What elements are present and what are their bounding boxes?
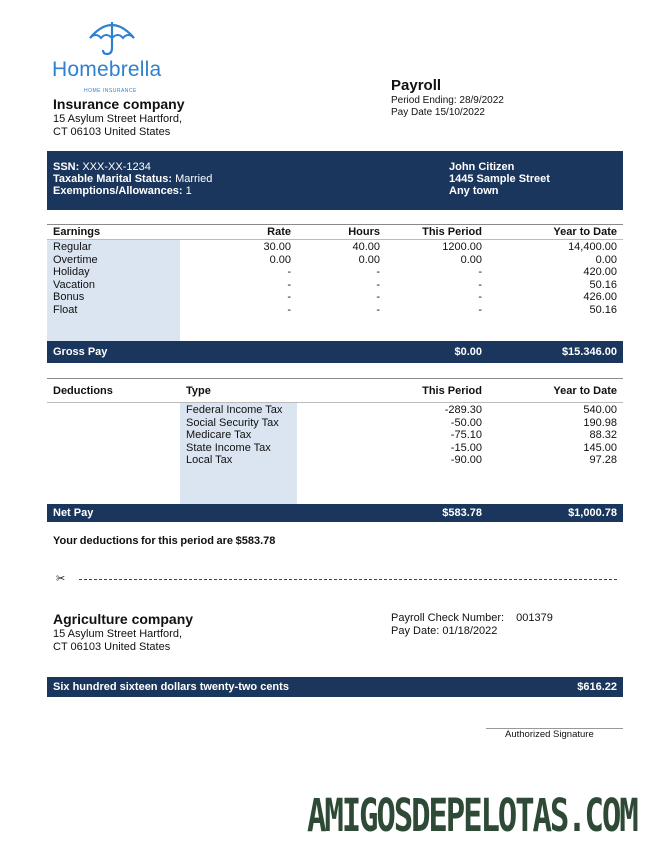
earnings-header-rule	[47, 239, 623, 240]
ssn-label: SSN:	[53, 161, 80, 173]
brand-name: Homebrella	[52, 58, 162, 81]
earnings-ytd: 426.00	[583, 291, 617, 303]
exemptions-line	[53, 185, 192, 198]
deductions-col-period: This Period	[422, 385, 482, 397]
check-number-label: Payroll Check Number:	[391, 612, 505, 624]
gross-pay-ytd: $15.346.00	[561, 346, 617, 358]
check-pay-date: Pay Date: 01/18/2022	[391, 625, 498, 637]
net-pay-label: Net Pay	[53, 507, 94, 519]
table-row	[47, 254, 623, 267]
ssn-value: XXX-XX-1234	[82, 161, 151, 173]
deduction-period: -50.00	[450, 416, 482, 429]
period-ending: Period Ending: 28/9/2022	[391, 95, 504, 106]
deduction-type: Local Tax	[186, 454, 233, 466]
earnings-ytd: 50.16	[589, 278, 617, 291]
check-address-line2: CT 06103 United States	[53, 641, 171, 653]
earnings-hours: -	[376, 266, 380, 278]
deduction-ytd: 145.00	[583, 441, 617, 454]
scissors-icon: ✂	[56, 573, 66, 585]
deductions-table	[47, 378, 623, 522]
earnings-col-hours: Hours	[348, 226, 380, 238]
earnings-hours: 0.00	[358, 253, 380, 266]
deduction-type: State Income Tax	[186, 441, 271, 454]
deductions-header-rule	[47, 402, 623, 403]
earnings-table	[47, 224, 623, 363]
gross-pay-period: $0.00	[454, 346, 482, 358]
earnings-name: Overtime	[53, 253, 98, 266]
deductions-summary: Your deductions for this period are $583.78	[53, 535, 276, 547]
earnings-ytd: 50.16	[589, 303, 617, 316]
deduction-ytd: 540.00	[583, 404, 617, 416]
issuer-company: Insurance company	[53, 96, 185, 112]
earnings-hours: -	[376, 303, 380, 316]
earnings-rate: 30.00	[263, 241, 291, 253]
umbrella-icon	[86, 18, 138, 58]
employee-street: 1445 Sample Street	[449, 173, 550, 185]
employee-name: John Citizen	[449, 161, 515, 173]
earnings-header-row	[47, 226, 623, 239]
gross-pay-bar	[47, 341, 623, 363]
deduction-ytd: 88.32	[589, 429, 617, 441]
check-address-line1: 15 Asylum Street Hartford,	[53, 628, 182, 640]
deductions-col-name: Deductions	[53, 385, 113, 397]
watermark-dot: .	[567, 789, 585, 842]
net-pay-bar	[47, 504, 623, 522]
deduction-type: Social Security Tax	[186, 416, 279, 429]
net-pay-period: $583.78	[442, 507, 482, 519]
payroll-title: Payroll	[391, 77, 442, 94]
amount-figure: $616.22	[577, 681, 617, 693]
earnings-hours: 40.00	[352, 241, 380, 253]
check-amount-bar	[47, 677, 623, 697]
earnings-hours: -	[376, 291, 380, 303]
earnings-period: -	[478, 303, 482, 316]
earnings-period: 1200.00	[442, 241, 482, 253]
issuer-address-line1: 15 Asylum Street Hartford,	[53, 113, 182, 125]
earnings-name: Holiday	[53, 266, 90, 278]
earnings-col-rate: Rate	[267, 226, 291, 238]
table-row	[47, 241, 623, 254]
deduction-period: -15.00	[450, 441, 482, 454]
earnings-top-rule	[47, 224, 623, 225]
issuer-address-line2: CT 06103 United States	[53, 126, 171, 138]
payroll-header	[391, 77, 504, 119]
watermark	[307, 789, 637, 842]
cut-line	[79, 579, 617, 580]
earnings-name: Float	[53, 303, 78, 316]
table-row	[47, 429, 623, 442]
amount-words: Six hundred sixteen dollars twenty-two cents	[53, 681, 289, 693]
table-row	[47, 404, 623, 417]
earnings-rate: 0.00	[269, 253, 291, 266]
deduction-ytd: 190.98	[583, 416, 617, 429]
issuer-block	[53, 96, 185, 139]
earnings-hours: -	[376, 278, 380, 291]
employee-info-bar	[47, 151, 623, 210]
deductions-col-ytd: Year to Date	[553, 385, 617, 397]
deductions-header-row	[47, 385, 623, 398]
deduction-type: Federal Income Tax	[186, 404, 283, 416]
brand-logo	[52, 16, 172, 96]
earnings-rate: -	[287, 278, 291, 291]
earnings-rate: -	[287, 266, 291, 278]
gross-pay-label: Gross Pay	[53, 346, 108, 358]
earnings-ytd: 0.00	[595, 253, 617, 266]
table-row	[47, 266, 623, 279]
earnings-rate: -	[287, 291, 291, 303]
deduction-period: -90.00	[450, 454, 482, 466]
exemptions-value: 1	[185, 185, 192, 197]
check-issuer-block	[53, 611, 193, 654]
signature-label: Authorized Signature	[505, 729, 594, 740]
watermark-tld: COM	[584, 789, 637, 842]
earnings-ytd: 420.00	[583, 266, 617, 278]
check-company: Agriculture company	[53, 611, 194, 627]
earnings-col-ytd: Year to Date	[553, 226, 617, 238]
deduction-ytd: 97.28	[589, 454, 617, 466]
employee-city: Any town	[449, 185, 499, 197]
exemptions-label: Exemptions/Allowances:	[53, 185, 183, 197]
table-row	[47, 417, 623, 430]
brand-tagline: HOME INSURANCE	[84, 88, 137, 94]
earnings-period: -	[478, 278, 482, 291]
check-number-value: 001379	[516, 612, 553, 624]
marital-label: Taxable Marital Status:	[53, 173, 172, 185]
earnings-col-period: This Period	[422, 226, 482, 238]
table-row	[47, 279, 623, 292]
deductions-col-type: Type	[186, 385, 211, 397]
earnings-name: Regular	[53, 241, 92, 253]
pay-date: Pay Date 15/10/2022	[391, 107, 485, 118]
table-row	[47, 291, 623, 304]
table-row	[47, 454, 623, 467]
deductions-top-rule	[47, 378, 623, 379]
deduction-period: -289.30	[444, 404, 482, 416]
marital-value: Married	[175, 173, 213, 185]
table-row	[47, 304, 623, 317]
earnings-rate: -	[287, 303, 291, 316]
earnings-ytd: 14,400.00	[568, 241, 617, 253]
earnings-col-name: Earnings	[53, 226, 101, 238]
deduction-type: Medicare Tax	[186, 429, 252, 441]
check-number-line	[391, 612, 553, 625]
watermark-text: AMIGOSDEPELOTAS	[307, 789, 568, 842]
earnings-name: Vacation	[53, 278, 95, 291]
earnings-period: -	[478, 291, 482, 303]
table-row	[47, 442, 623, 455]
deduction-period: -75.10	[450, 429, 482, 441]
earnings-period: 0.00	[460, 253, 482, 266]
earnings-name: Bonus	[53, 291, 85, 303]
earnings-period: -	[478, 266, 482, 278]
net-pay-ytd: $1,000.78	[568, 507, 617, 519]
